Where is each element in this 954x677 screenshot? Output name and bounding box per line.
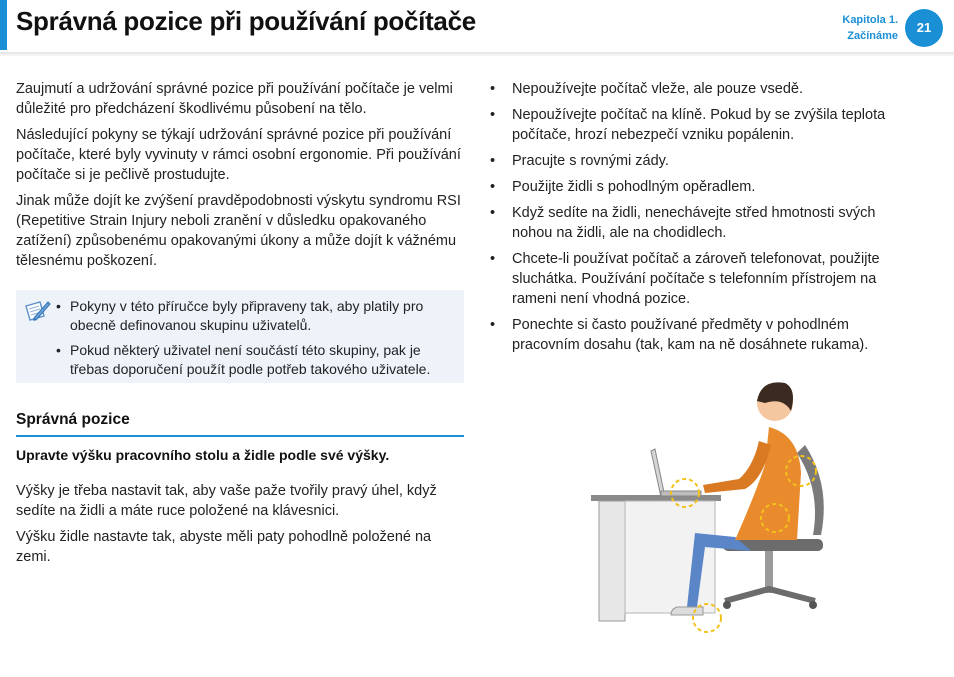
guideline-item: • Nepoužívejte počítač na klíně. Pokud by se zvýšila teplota počítače, hrozí nebezpečí vzniku popálenin. <box>488 105 913 145</box>
section-paragraph: Výšku židle nastavte tak, abyste měli paty pohodlně položené na zemi. <box>16 529 432 565</box>
guideline-item: • Pracujte s rovnými zády. <box>488 151 913 171</box>
intro-paragraph: Zaujmutí a udržování správné pozice při používání počítače je velmi důležité pro předcházení škodlivému působení na tělo. <box>16 81 453 117</box>
chair-base <box>725 589 815 601</box>
guideline-item: • Chcete-li používat počítač a zároveň telefonovat, použijte sluchátka. Používání počítače s telefonním přístrojem na rameni není vhodná pozice. <box>488 249 913 309</box>
person-shoe <box>671 607 703 615</box>
note-pencil-icon <box>22 296 52 326</box>
note-item: • Pokud některý uživatel není součástí této skupiny, pak je třebas doporučení použít podle potřeb takového uživatele. <box>56 341 456 379</box>
section-heading: Správná pozice <box>16 411 464 437</box>
note-box <box>16 290 464 383</box>
laptop-screen <box>651 449 665 497</box>
posture-guidelines-list <box>488 79 913 361</box>
header-divider <box>0 52 954 56</box>
section-text <box>16 481 466 573</box>
page-title: Správná pozice při používání počítače <box>16 6 476 36</box>
guideline-item: • Použijte židli s pohodlným opěradlem. <box>488 177 913 197</box>
intro-text <box>16 79 466 277</box>
intro-paragraph: Jinak může dojít ke zvýšení pravděpodobnosti výskytu syndromu RSI (Repetitive Strain Injury neboli zranění v důsledku opakovaného zatížení) způsobenému opakovanými úkony a může dojít k vážnému tělesnému poškození. <box>16 193 461 269</box>
chair-wheel <box>809 601 817 609</box>
chapter-number: Kapitola 1. <box>842 14 898 26</box>
section-subheading: Upravte výšku pracovního stolu a židle podle své výšky. <box>16 447 390 463</box>
desk-front-panel <box>599 501 625 621</box>
chapter-label <box>842 12 898 44</box>
ergonomic-posture-illustration <box>585 375 850 635</box>
page-header <box>0 0 954 56</box>
chair-wheel <box>723 601 731 609</box>
guideline-item: • Ponechte si často používané předměty v pohodlném pracovním dosahu (tak, kam na ně dosáhnete rukama). <box>488 315 913 355</box>
guideline-item: • Když sedíte na židli, nenechávejte střed hmotnosti svých nohou na židli, ale na chodidlech. <box>488 203 913 243</box>
chapter-name: Začínáme <box>847 30 898 42</box>
guideline-item: • Nepoužívejte počítač vleže, ale pouze vsedě. <box>488 79 913 99</box>
header-accent-bar <box>0 0 7 50</box>
page-number-badge: 21 <box>905 9 943 47</box>
note-item: • Pokyny v této příručce byly připraveny tak, aby platily pro obecně definovanou skupinu uživatelů. <box>56 297 456 335</box>
note-list <box>56 297 456 385</box>
laptop-base <box>661 491 701 496</box>
section-paragraph: Výšky je třeba nastavit tak, aby vaše paže tvořily pravý úhel, když sedíte na židli a máte ruce položené na klávesnici. <box>16 483 437 519</box>
intro-paragraph: Následující pokyny se týkají udržování správné pozice při používání počítače, které byly vyvinuty v rámci osobní ergonomie. Při používání počítače si je pečlivě prostudujte. <box>16 127 461 183</box>
